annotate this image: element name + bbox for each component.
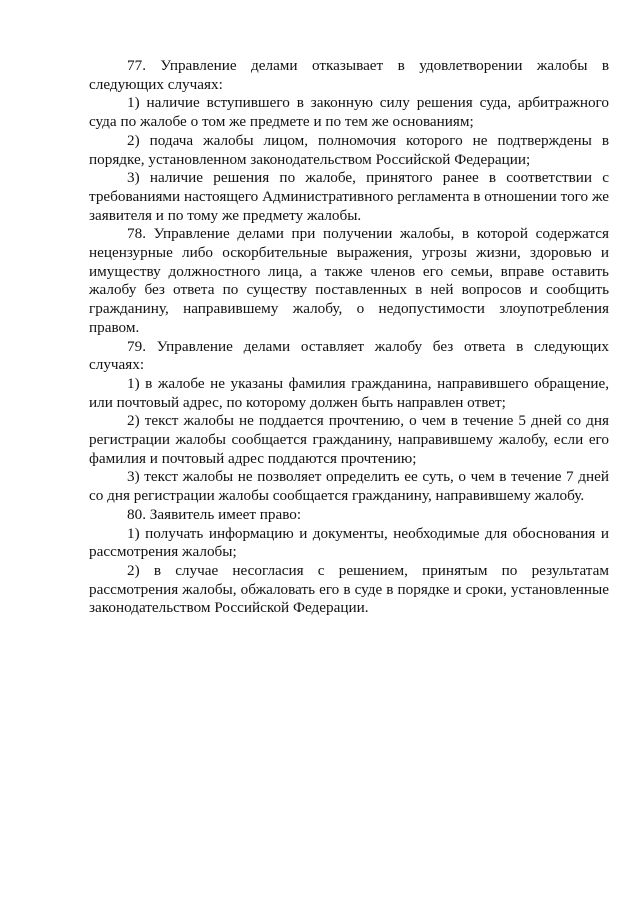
document-body [89,57,609,618]
paragraph-79: 79. Управление делами оставляет жалобу без ответа в следующих случаях: [89,337,609,374]
paragraph-77-item-2: 2) подача жалобы лицом, полномочия которого не подтверждены в порядке, установленном законодательством Российской Федерации; [89,131,609,168]
paragraph-79-item-1: 1) в жалобе не указаны фамилия гражданина, направившего обращение, или почтовый адрес, по которому должен быть направлен ответ; [89,374,609,411]
paragraph-77: 77. Управление делами отказывает в удовлетворении жалобы в следующих случаях: [89,57,609,93]
paragraph-78: 78. Управление делами при получении жалобы, в которой содержатся нецензурные либо оскорбительные выражения, угрозы жизни, здоровью и имуществу должностного лица, а также членов его семьи, вправе оставить жалобу без ответа по существу поставленных в ней вопросов и сообщить гражданину, направившему жалобу, о недопустимости злоупотребления правом. [89,225,609,336]
paragraph-80-item-1: 1) получать информацию и документы, необходимые для обоснования и рассмотрения жалобы; [89,524,609,561]
paragraph-77-item-3: 3) наличие решения по жалобе, принятого ранее в соответствии с требованиями настоящего Административного регламента в отношении того же заявителя и по тому же предмету жалобы. [89,169,609,224]
paragraph-80-item-2: 2) в случае несогласия с решением, принятым по результатам рассмотрения жалобы, обжаловать его в суде в порядке и сроки, установленные законодательством Российской Федерации. [89,561,609,617]
paragraph-80: 80. Заявитель имеет право: [127,505,302,523]
paragraph-79-item-2: 2) текст жалобы не поддается прочтению, о чем в течение 5 дней со дня регистрации жалобы сообщается гражданину, направившему жалобу, если его фамилия и почтовый адрес поддаются прочтению; [89,412,609,467]
paragraph-77-item-1: 1) наличие вступившего в законную силу решения суда, арбитражного суда по жалобе о том же предмете и по тем же основаниям; [89,94,609,131]
paragraph-79-item-3: 3) текст жалобы не позволяет определить ее суть, о чем в течение 7 дней со дня регистрации жалобы сообщается гражданину, направившему жалобу. [89,468,609,505]
